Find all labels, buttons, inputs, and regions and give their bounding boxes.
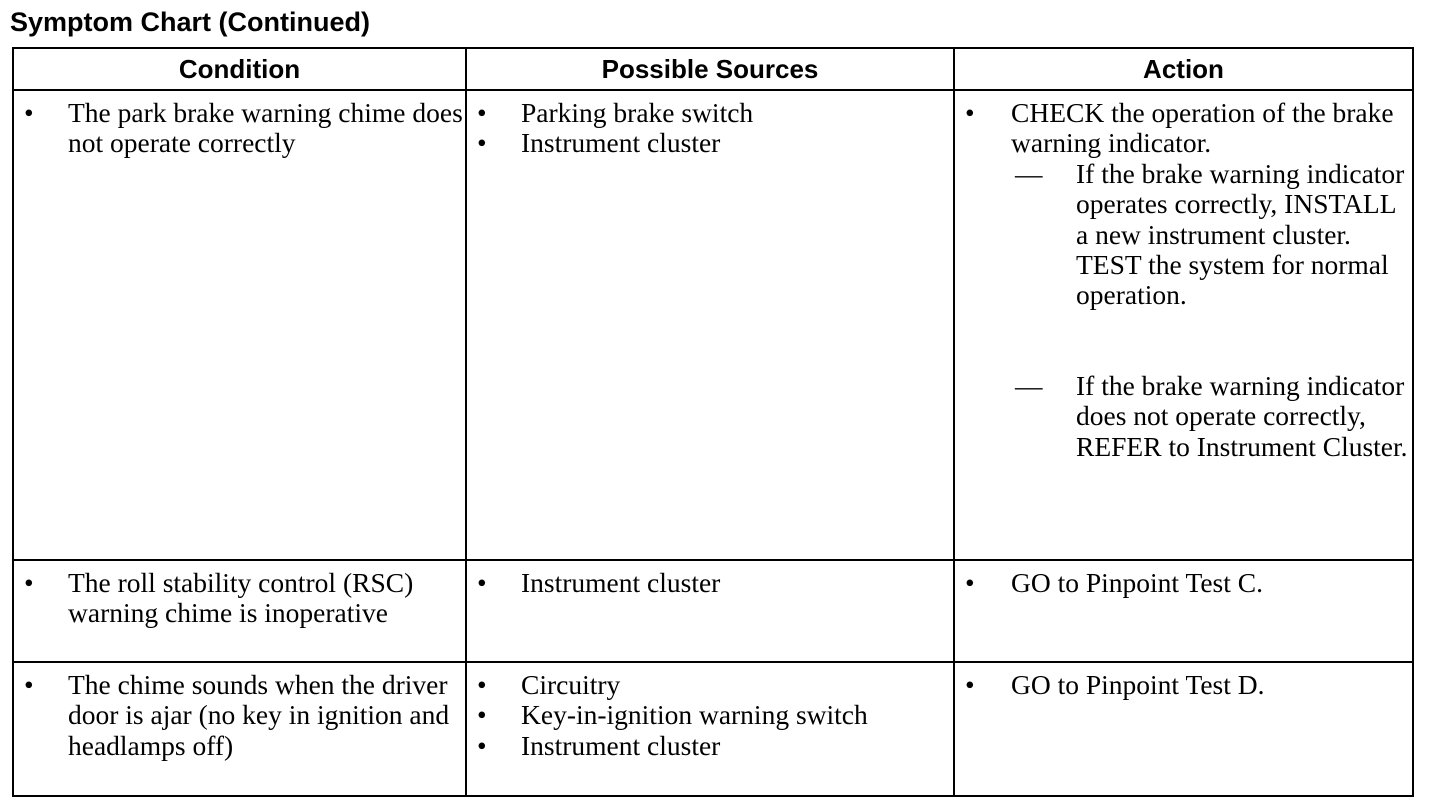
condition-item: • The roll stability control (RSC) warning chime is inoperative <box>14 568 465 629</box>
sources-cell <box>466 560 954 662</box>
table-row <box>13 90 1413 560</box>
column-header-condition: Condition <box>13 48 466 90</box>
action-cell <box>954 560 1413 662</box>
action-cell <box>954 662 1413 796</box>
source-item: • Instrument cluster <box>467 731 953 761</box>
table-header-row <box>13 48 1413 90</box>
page-title: Symptom Chart (Continued) <box>10 7 370 37</box>
column-header-possible-sources: Possible Sources <box>466 48 954 90</box>
dash-marker: — <box>1015 369 1043 401</box>
condition-cell <box>13 662 466 796</box>
condition-cell <box>13 90 466 560</box>
action-subitem <box>1011 371 1412 462</box>
action-item <box>955 98 1412 462</box>
source-item: • Instrument cluster <box>467 128 953 158</box>
action-item: • GO to Pinpoint Test C. <box>955 568 1412 598</box>
action-subitem-text: If the brake warning indicator operates correctly, INSTALL a new instrument cluster. TEST the system for normal operation. <box>1076 157 1405 311</box>
source-item: • Key-in-ignition warning switch <box>467 700 953 730</box>
condition-item: • The park brake warning chime does not operate correctly <box>14 98 465 159</box>
dash-marker: — <box>1015 157 1043 189</box>
sources-cell <box>466 90 954 560</box>
action-item: • GO to Pinpoint Test D. <box>955 670 1412 700</box>
condition-item: • The chime sounds when the driver door is ajar (no key in ignition and headlamps off) <box>14 670 465 761</box>
table-row <box>13 560 1413 662</box>
action-cell <box>954 90 1413 560</box>
source-item: • Circuitry <box>467 670 953 700</box>
source-item: • Parking brake switch <box>467 98 953 128</box>
condition-cell <box>13 560 466 662</box>
action-subitem <box>1011 159 1412 311</box>
sources-cell <box>466 662 954 796</box>
source-item: • Instrument cluster <box>467 568 953 598</box>
action-subitem-text: If the brake warning indicator does not operate correctly, REFER to Instrument Cluster. <box>1076 369 1408 462</box>
column-header-action: Action <box>954 48 1413 90</box>
action-text: • CHECK the operation of the brake warning indicator. <box>1011 97 1394 159</box>
symptom-table <box>12 47 1414 797</box>
table-row <box>13 662 1413 796</box>
